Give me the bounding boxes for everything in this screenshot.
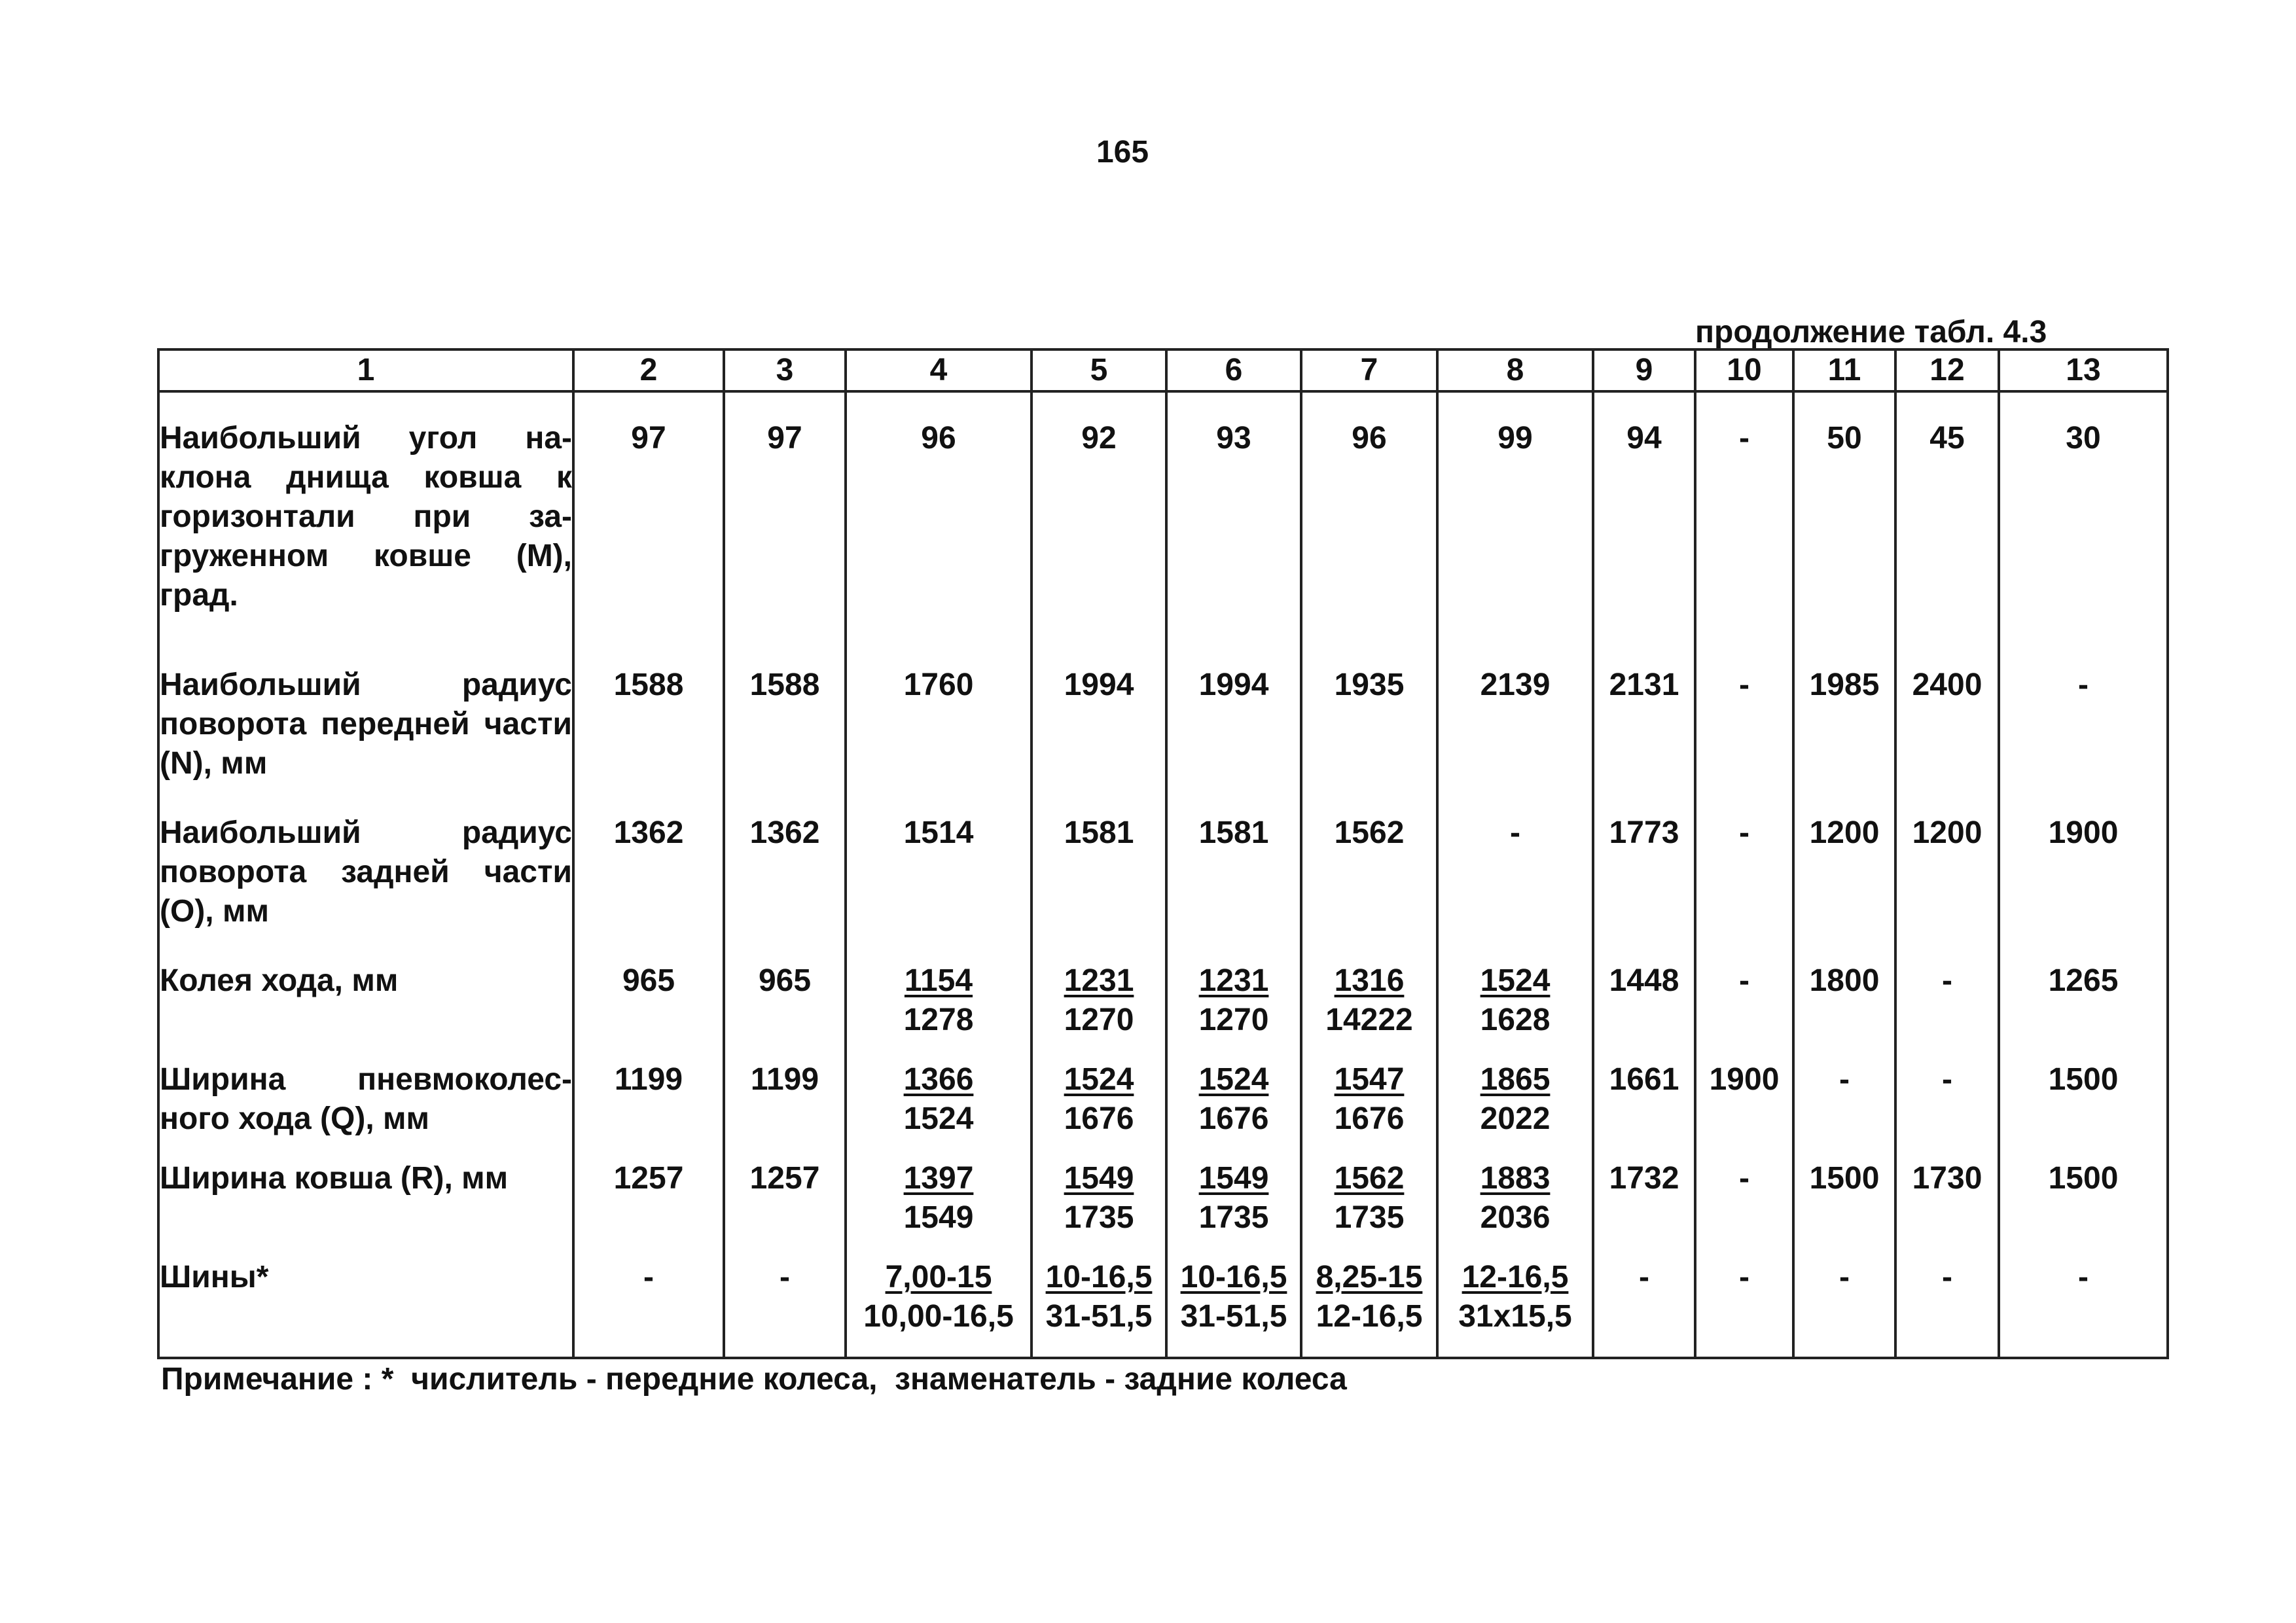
row-label: Наибольший угол на-клона днища ковша к горизонтали при за-груженном ковше (M), град. [158,419,573,666]
cell-numerator: 1547 [1334,1062,1405,1097]
table-cell [1166,961,1301,1060]
table-cell [724,1159,846,1258]
table-continuation-label: продолжение табл. 4.3 [1695,315,2047,349]
table-cell [1437,1060,1593,1159]
cell-denominator: 1676 [1064,1101,1134,1137]
cell-value: 1257 [613,1160,684,1196]
table-cell [724,961,846,1060]
cell-value: 1581 [1064,815,1134,851]
row-label: Колея хода, мм [158,961,573,1060]
table-cell [1895,1060,1999,1159]
cell-numerator: 12-16,5 [1462,1259,1569,1294]
table-cell [1031,666,1166,813]
cell-denominator: 2036 [1480,1200,1551,1235]
column-header-8: 8 [1437,349,1593,391]
table-cell [573,666,724,813]
column-header-11: 11 [1793,349,1895,391]
table-cell [846,1159,1031,1258]
table-cell [1593,419,1695,666]
cell-value: 94 [1626,421,1662,455]
row-label: Ширина пневмоколес-ного хода (Q), мм [158,1060,573,1159]
cell-value: 2131 [1609,667,1679,702]
cell-value: 1773 [1609,815,1679,851]
cell-value: 1562 [1334,815,1405,851]
cell-denominator: 31-51,5 [1180,1298,1287,1334]
cell-numerator: 1231 [1064,963,1134,999]
cell-value: 92 [1081,421,1117,455]
cell-value: - [1739,667,1749,702]
table-row [158,1258,2168,1358]
table-footnote: Примечание : * числитель - передние колеса, знаменатель - задние колеса [161,1362,1347,1397]
table-cell [1301,1159,1437,1258]
table-cell [1999,961,2168,1060]
table-cell [1895,813,1999,961]
row-label: Шины* [158,1258,573,1358]
table-row [158,1060,2168,1159]
table-cell [1793,1159,1895,1258]
cell-value: 45 [1929,421,1965,455]
cell-value: 1994 [1064,667,1134,702]
table-body [158,391,2168,1358]
table-cell [1437,1258,1593,1358]
column-header-6: 6 [1166,349,1301,391]
cell-value: - [1739,1160,1749,1196]
table-cell [846,1060,1031,1159]
table-cell [724,1258,846,1358]
table-cell [1031,961,1166,1060]
column-header-9: 9 [1593,349,1695,391]
column-header-5: 5 [1031,349,1166,391]
cell-numerator: 1524 [1198,1062,1269,1097]
cell-denominator: 2022 [1480,1101,1551,1137]
table-cell [1166,1159,1301,1258]
cell-value: 2139 [1480,667,1551,702]
column-header-3: 3 [724,349,846,391]
table-cell [1695,1258,1793,1358]
cell-numerator: 1524 [1480,963,1551,999]
cell-value: - [2078,1259,2089,1294]
cell-denominator: 10,00-16,5 [863,1298,1014,1334]
specifications-table [157,348,2169,1359]
cell-numerator: 1316 [1334,963,1405,999]
cell-value: 1900 [1709,1062,1780,1097]
cell-denominator: 1549 [903,1200,974,1235]
cell-numerator: 1154 [904,963,973,999]
table-cell [1593,1159,1695,1258]
cell-value: - [1739,1259,1749,1294]
table-cell [573,419,724,666]
cell-numerator: 1366 [903,1062,974,1097]
table-cell [573,1060,724,1159]
cell-numerator: 10-16,5 [1180,1259,1287,1294]
cell-value: 1448 [1609,963,1679,999]
table-cell [1301,961,1437,1060]
cell-value: 1200 [1912,815,1982,851]
spacer-row [158,391,2168,419]
column-header-12: 12 [1895,349,1999,391]
table-row [158,666,2168,813]
cell-value: 99 [1498,421,1533,455]
table-cell [1031,813,1166,961]
cell-value: 1199 [614,1062,683,1097]
cell-value: 1265 [2048,963,2119,999]
cell-denominator: 12-16,5 [1316,1298,1423,1334]
cell-value: 1985 [1809,667,1880,702]
cell-numerator: 7,00-15 [885,1259,992,1294]
column-header-13: 13 [1999,349,2168,391]
table-cell [1793,961,1895,1060]
table-cell [1793,1060,1895,1159]
cell-value: 965 [622,963,675,999]
table-cell [573,1258,724,1358]
cell-denominator: 1735 [1334,1200,1405,1235]
cell-value: 1514 [903,815,974,851]
cell-numerator: 8,25-15 [1316,1259,1423,1294]
table-cell [1895,1159,1999,1258]
cell-denominator: 31-51,5 [1045,1298,1153,1334]
cell-value: - [1942,1259,1952,1294]
cell-value: - [780,1259,790,1294]
cell-value: - [643,1259,654,1294]
table-cell [1437,961,1593,1060]
table-cell [1695,666,1793,813]
cell-value: - [1739,421,1749,455]
table-cell [1593,813,1695,961]
cell-denominator: 1278 [903,1003,974,1038]
table-cell [724,666,846,813]
table-cell [1301,419,1437,666]
cell-value: - [1942,1062,1952,1097]
cell-value: 1994 [1198,667,1269,702]
cell-value: 93 [1216,421,1251,455]
cell-value: 1200 [1809,815,1880,851]
table-cell [1437,1159,1593,1258]
cell-numerator: 1549 [1064,1160,1134,1196]
table-cell [1695,813,1793,961]
table-cell [846,813,1031,961]
cell-value: 97 [767,421,802,455]
cell-numerator: 1397 [903,1160,974,1196]
cell-value: 1732 [1609,1160,1679,1196]
cell-value: 1661 [1609,1062,1679,1097]
table-cell [1793,419,1895,666]
table-cell [724,419,846,666]
table-cell [1593,961,1695,1060]
table-cell [1166,419,1301,666]
cell-value: 1500 [2048,1160,2119,1196]
table-cell [1166,666,1301,813]
cell-denominator: 31x15,5 [1458,1298,1572,1334]
table-cell [1437,813,1593,961]
table-cell [1031,419,1166,666]
cell-denominator: 1524 [903,1101,974,1137]
cell-value: 2400 [1912,667,1982,702]
table-cell [1301,666,1437,813]
row-label: Наибольший радиус поворота задней части (O), мм [158,813,573,961]
table-cell [1793,1258,1895,1358]
table-cell [1301,813,1437,961]
table-row [158,1159,2168,1258]
table-row [158,419,2168,666]
cell-value: 30 [2066,421,2101,455]
table-cell [1031,1060,1166,1159]
table-cell [1999,813,2168,961]
column-header-7: 7 [1301,349,1437,391]
table-cell [1166,1060,1301,1159]
cell-value: 96 [1352,421,1387,455]
table-cell [1166,1258,1301,1358]
cell-value: 1760 [903,667,974,702]
cell-value: - [2078,667,2089,702]
table-cell [1999,666,2168,813]
page-number: 165 [1096,135,1149,169]
table-cell [1437,666,1593,813]
cell-value: 1800 [1809,963,1880,999]
cell-value: 1730 [1912,1160,1982,1196]
table-cell [846,1258,1031,1358]
cell-value: 96 [921,421,956,455]
cell-denominator: 1270 [1198,1003,1269,1038]
cell-value: 1199 [750,1062,819,1097]
row-label: Наибольший радиус поворота передней части (N), мм [158,666,573,813]
cell-numerator: 1524 [1064,1062,1134,1097]
table-cell [1999,1159,2168,1258]
table-cell [1301,1258,1437,1358]
table-cell [573,1159,724,1258]
cell-value: 1581 [1198,815,1269,851]
table-header-row [158,349,2168,391]
table-cell [1437,419,1593,666]
cell-value: - [1510,815,1520,851]
table-row [158,813,2168,961]
table-cell [1593,1060,1695,1159]
table-cell [724,1060,846,1159]
table-cell [1593,666,1695,813]
table-cell [1031,1258,1166,1358]
cell-denominator: 1628 [1480,1003,1551,1038]
table-cell [1999,1258,2168,1358]
cell-denominator: 1270 [1064,1003,1134,1038]
cell-value: 1257 [749,1160,820,1196]
cell-denominator: 1676 [1334,1101,1405,1137]
cell-value: - [1942,963,1952,999]
table-cell [1895,419,1999,666]
cell-numerator: 1231 [1198,963,1269,999]
table-cell [846,961,1031,1060]
cell-numerator: 1865 [1480,1062,1551,1097]
table-cell [1593,1258,1695,1358]
column-header-1: 1 [158,349,573,391]
cell-value: - [1839,1062,1850,1097]
cell-value: 1935 [1334,667,1405,702]
cell-numerator: 1549 [1198,1160,1269,1196]
cell-value: 97 [631,421,666,455]
table-cell [846,666,1031,813]
table-cell [1031,1159,1166,1258]
cell-numerator: 10-16,5 [1045,1259,1153,1294]
table-cell [573,961,724,1060]
cell-numerator: 1562 [1334,1160,1405,1196]
table-cell [1695,961,1793,1060]
table-cell [1895,1258,1999,1358]
table-cell [1895,961,1999,1060]
cell-value: - [1739,815,1749,851]
cell-denominator: 1735 [1198,1200,1269,1235]
table-cell [1166,813,1301,961]
cell-numerator: 1883 [1480,1160,1551,1196]
cell-denominator: 1735 [1064,1200,1134,1235]
table-cell [846,419,1031,666]
cell-value: 1900 [2048,815,2119,851]
cell-value: 1362 [749,815,820,851]
table-cell [1999,1060,2168,1159]
table-cell [1301,1060,1437,1159]
column-header-4: 4 [846,349,1031,391]
column-header-2: 2 [573,349,724,391]
table-cell [1695,419,1793,666]
cell-denominator: 14222 [1325,1003,1413,1038]
cell-value: - [1739,963,1749,999]
cell-value: 1588 [749,667,820,702]
cell-value: 50 [1827,421,1862,455]
cell-value: - [1839,1259,1850,1294]
column-header-10: 10 [1695,349,1793,391]
table-cell [724,813,846,961]
table-cell [573,813,724,961]
row-label: Ширина ковша (R), мм [158,1159,573,1258]
cell-value: 965 [758,963,812,999]
cell-value: 1500 [2048,1062,2119,1097]
cell-denominator: 1676 [1198,1101,1269,1137]
table-row [158,961,2168,1060]
table-cell [1793,813,1895,961]
table-cell [1695,1060,1793,1159]
table-cell [1695,1159,1793,1258]
cell-value: 1362 [613,815,684,851]
table-cell [1895,666,1999,813]
table-cell [1793,666,1895,813]
cell-value: - [1639,1259,1649,1294]
cell-value: 1500 [1809,1160,1880,1196]
table-cell [1999,419,2168,666]
cell-value: 1588 [613,667,684,702]
